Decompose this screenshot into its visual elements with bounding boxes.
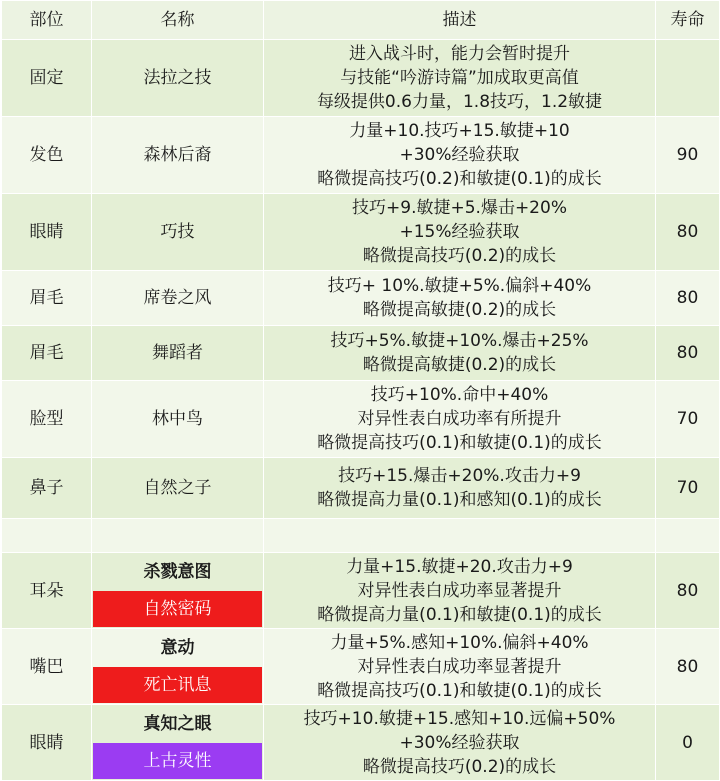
desc-line: 力量+10.技巧+15.敏捷+10: [349, 121, 570, 141]
table-row: [2, 117, 720, 194]
trait-name: 意动: [160, 638, 195, 658]
desc-cell: [264, 381, 656, 458]
trait-tag: 死亡讯息: [93, 667, 262, 703]
header-row: [2, 1, 720, 40]
header-life: 寿命: [656, 1, 720, 40]
desc-cell: [264, 629, 656, 705]
part-cell: 眉毛: [2, 271, 92, 326]
table-row: [2, 381, 720, 458]
life-cell: 70: [656, 458, 720, 519]
name-cell: [92, 629, 264, 705]
desc-cell: [264, 705, 656, 781]
desc-line: 技巧+5%.敏捷+10%.爆击+25%: [330, 331, 589, 351]
desc-cell: [264, 553, 656, 629]
table-row: [2, 458, 720, 519]
name-cell: 森林后裔: [92, 117, 264, 194]
desc-line: 技巧+ 10%.敏捷+5%.偏斜+40%: [327, 276, 592, 296]
trait-tag: 自然密码: [93, 591, 262, 627]
part-cell: 发色: [2, 117, 92, 194]
desc-cell: [264, 458, 656, 519]
life-cell: 80: [656, 194, 720, 271]
name-cell: 巧技: [92, 194, 264, 271]
name-cell: [92, 553, 264, 629]
desc-cell: [264, 326, 656, 381]
desc-line: 略微提高力量(0.1)和感知(0.1)的成长: [317, 490, 602, 510]
desc-cell: [264, 194, 656, 271]
desc-line: 技巧+10%.命中+40%: [370, 385, 549, 405]
life-cell: 0: [656, 705, 720, 781]
desc-line: +15%经验获取: [399, 222, 520, 242]
part-cell: 眼睛: [2, 194, 92, 271]
trait-name: 真知之眼: [143, 714, 212, 734]
spacer-row: [2, 519, 720, 553]
desc-line: 略微提高技巧(0.1)和敏捷(0.1)的成长: [317, 433, 602, 453]
trait-tag: 上古灵性: [93, 743, 262, 779]
desc-line: 技巧+15.爆击+20%.攻击力+9: [338, 466, 581, 486]
name-cell: 席卷之风: [92, 271, 264, 326]
name-cell: 自然之子: [92, 458, 264, 519]
desc-line: 略微提高技巧(0.2)和敏捷(0.1)的成长: [317, 169, 602, 189]
life-cell: 80: [656, 629, 720, 705]
desc-line: 力量+5%.感知+10%.偏斜+40%: [330, 632, 589, 653]
life-cell: 80: [656, 553, 720, 629]
table-row: [2, 271, 720, 326]
desc-line: 略微提高技巧(0.1)和敏捷(0.1)的成长: [317, 680, 602, 701]
desc-line: 力量+15.敏捷+20.攻击力+9: [346, 556, 573, 577]
desc-line: 与技能“吟游诗篇”加成取更高值: [340, 68, 579, 88]
desc-line: 略微提高力量(0.1)和敏捷(0.1)的成长: [317, 604, 602, 625]
table-row: [2, 194, 720, 271]
trait-name: 杀戮意图: [143, 562, 212, 582]
header-name: 名称: [92, 1, 264, 40]
desc-line: 略微提高技巧(0.2)的成长: [362, 756, 557, 777]
table-row: [2, 40, 720, 117]
desc-line: 技巧+9.敏捷+5.爆击+20%: [352, 198, 567, 218]
table-row: [2, 553, 720, 629]
name-cell: 林中鸟: [92, 381, 264, 458]
desc-line: 对异性表白成功率显著提升: [357, 656, 562, 677]
part-cell: 脸型: [2, 381, 92, 458]
desc-line: 略微提高技巧(0.2)的成长: [362, 246, 557, 266]
life-cell: [656, 40, 720, 117]
desc-line: 对异性表白成功率有所提升: [357, 409, 562, 429]
life-cell: 80: [656, 326, 720, 381]
name-cell: [92, 705, 264, 781]
desc-cell: [264, 271, 656, 326]
desc-cell: [264, 117, 656, 194]
desc-line: +30%经验获取: [399, 732, 520, 753]
life-cell: 70: [656, 381, 720, 458]
part-cell: 嘴巴: [2, 629, 92, 705]
header-part: 部位: [2, 1, 92, 40]
part-cell: 眼睛: [2, 705, 92, 781]
desc-line: 对异性表白成功率显著提升: [357, 580, 562, 601]
desc-line: 进入战斗时，能力会暂时提升: [349, 44, 570, 64]
name-cell: 舞蹈者: [92, 326, 264, 381]
table-row: [2, 629, 720, 705]
traits-table: [1, 0, 720, 781]
table-row: [2, 326, 720, 381]
header-desc: 描述: [264, 1, 656, 40]
part-cell: 眉毛: [2, 326, 92, 381]
desc-line: 略微提高敏捷(0.2)的成长: [362, 300, 557, 320]
part-cell: 耳朵: [2, 553, 92, 629]
name-cell: 法拉之技: [92, 40, 264, 117]
desc-line: 技巧+10.敏捷+15.感知+10.远偏+50%: [303, 708, 616, 729]
desc-line: 每级提供0.6力量，1.8技巧，1.2敏捷: [316, 92, 603, 112]
table-row: [2, 705, 720, 781]
part-cell: 鼻子: [2, 458, 92, 519]
desc-line: +30%经验获取: [399, 145, 520, 165]
life-cell: 80: [656, 271, 720, 326]
desc-cell: [264, 40, 656, 117]
life-cell: 90: [656, 117, 720, 194]
part-cell: 固定: [2, 40, 92, 117]
desc-line: 略微提高敏捷(0.2)的成长: [362, 355, 557, 375]
